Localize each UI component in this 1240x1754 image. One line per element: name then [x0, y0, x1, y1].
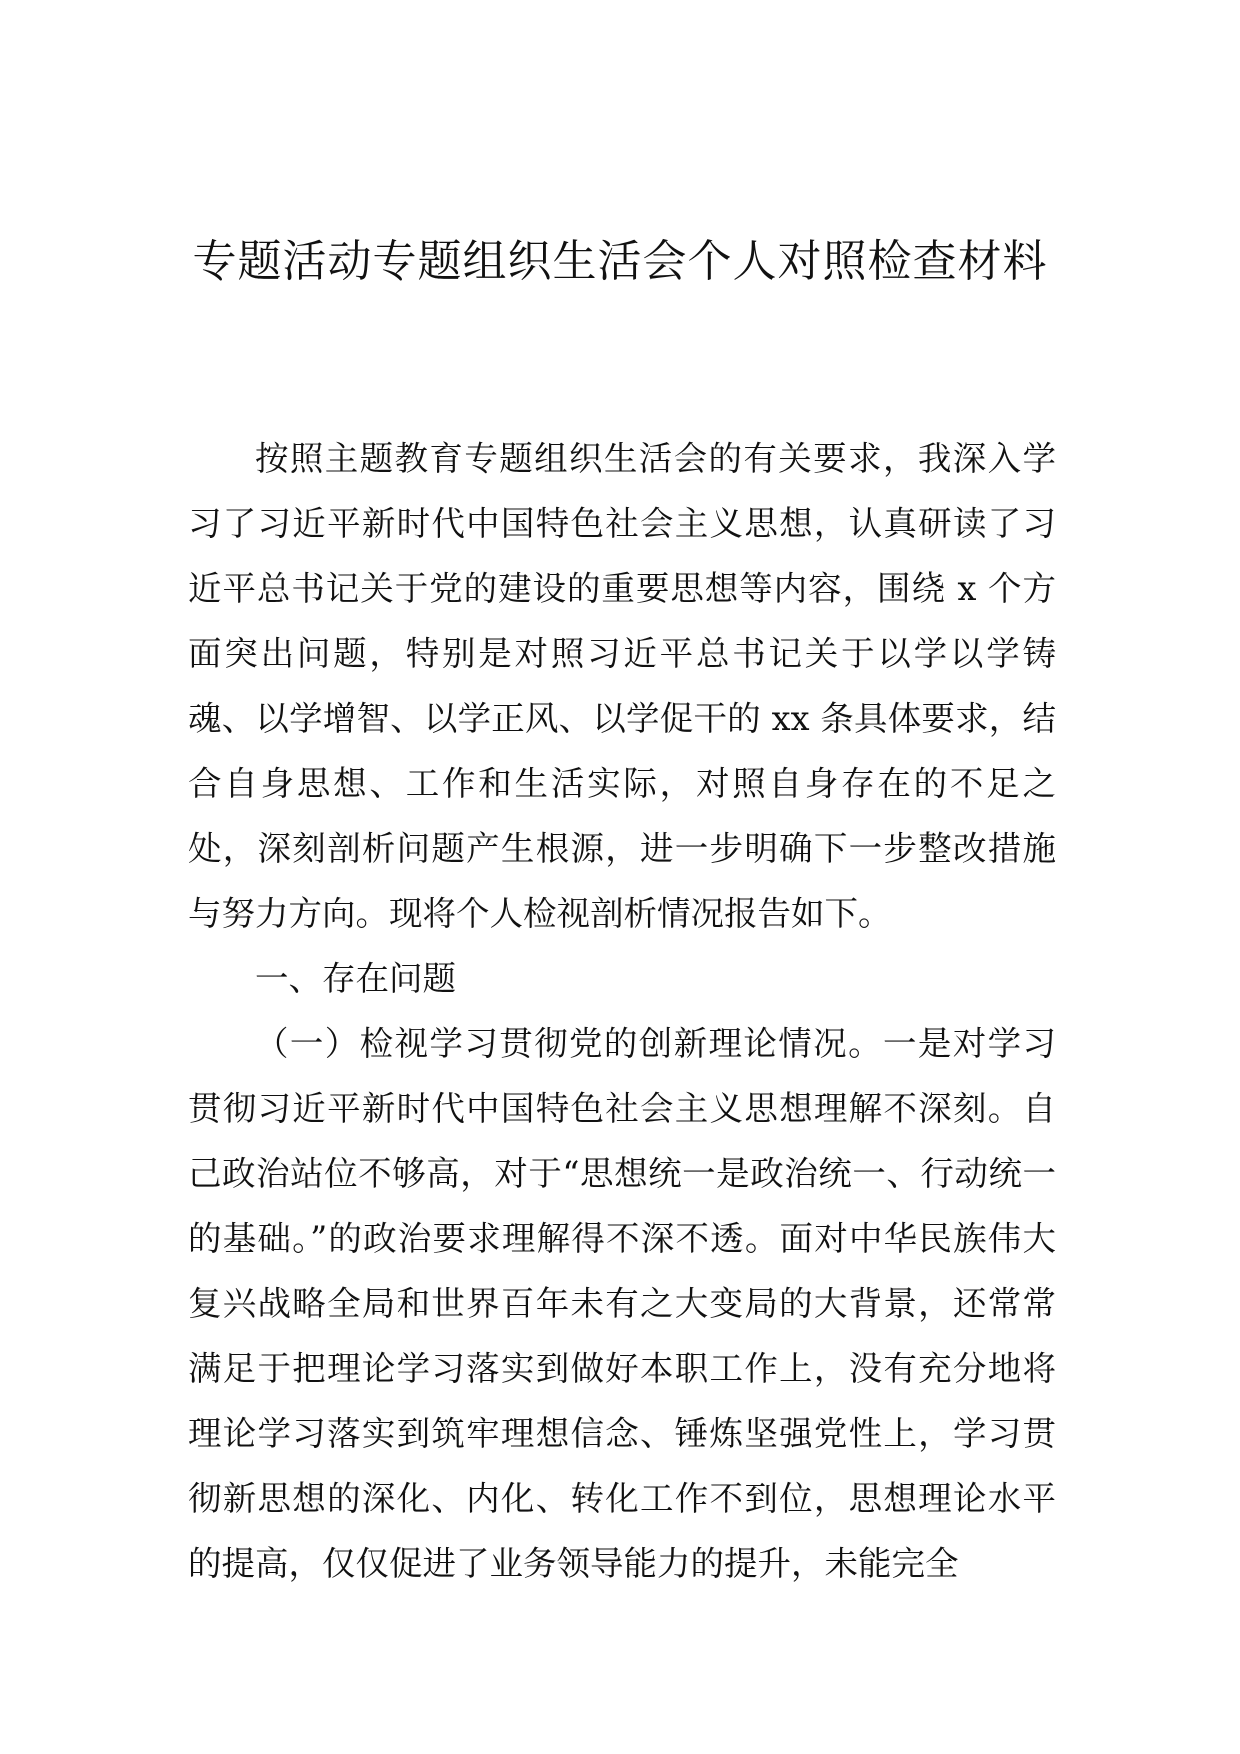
- document-title: 专题活动专题组织生活会个人对照检查材料: [192, 236, 1048, 287]
- paragraph-intro: 按照主题教育专题组织生活会的有关要求，我深入学习了习近平新时代中国特色社会主义思想，认真研读了习近平总书记关于党的建设的重要思想等内容，围绕 x 个方面突出问题，特别是对照习近平总书记关于以学以学铸魂、以学增智、以学正风、以学促干的 xx 条具体要求，结合自身思想、工作和生活实际，对照自身存在的不足之处，深刻剖析问题产生根源，进一步明确下一步整改措施与努力方向。现将个人检视剖析情况报告如下。: [188, 439, 1056, 933]
- section-heading: 一、存在问题: [255, 959, 456, 998]
- document-body: [188, 426, 1056, 1596]
- paragraph-section-1: （一）检视学习贯彻党的创新理论情况。一是对学习贯彻习近平新时代中国特色社会主义思想理解不深刻。自己政治站位不够高，对于“思想统一是政治统一、行动统一的基础。”的政治要求理解得不深不透。面对中华民族伟大复兴战略全局和世界百年未有之大变局的大背景，还常常满足于把理论学习落实到做好本职工作上，没有充分地将理论学习落实到筑牢理想信念、锤炼坚强党性上，学习贯彻新思想的深化、内化、转化工作不到位，思想理论水平的提高，仅仅促进了业务领导能力的提升，未能完全: [188, 1024, 1056, 1583]
